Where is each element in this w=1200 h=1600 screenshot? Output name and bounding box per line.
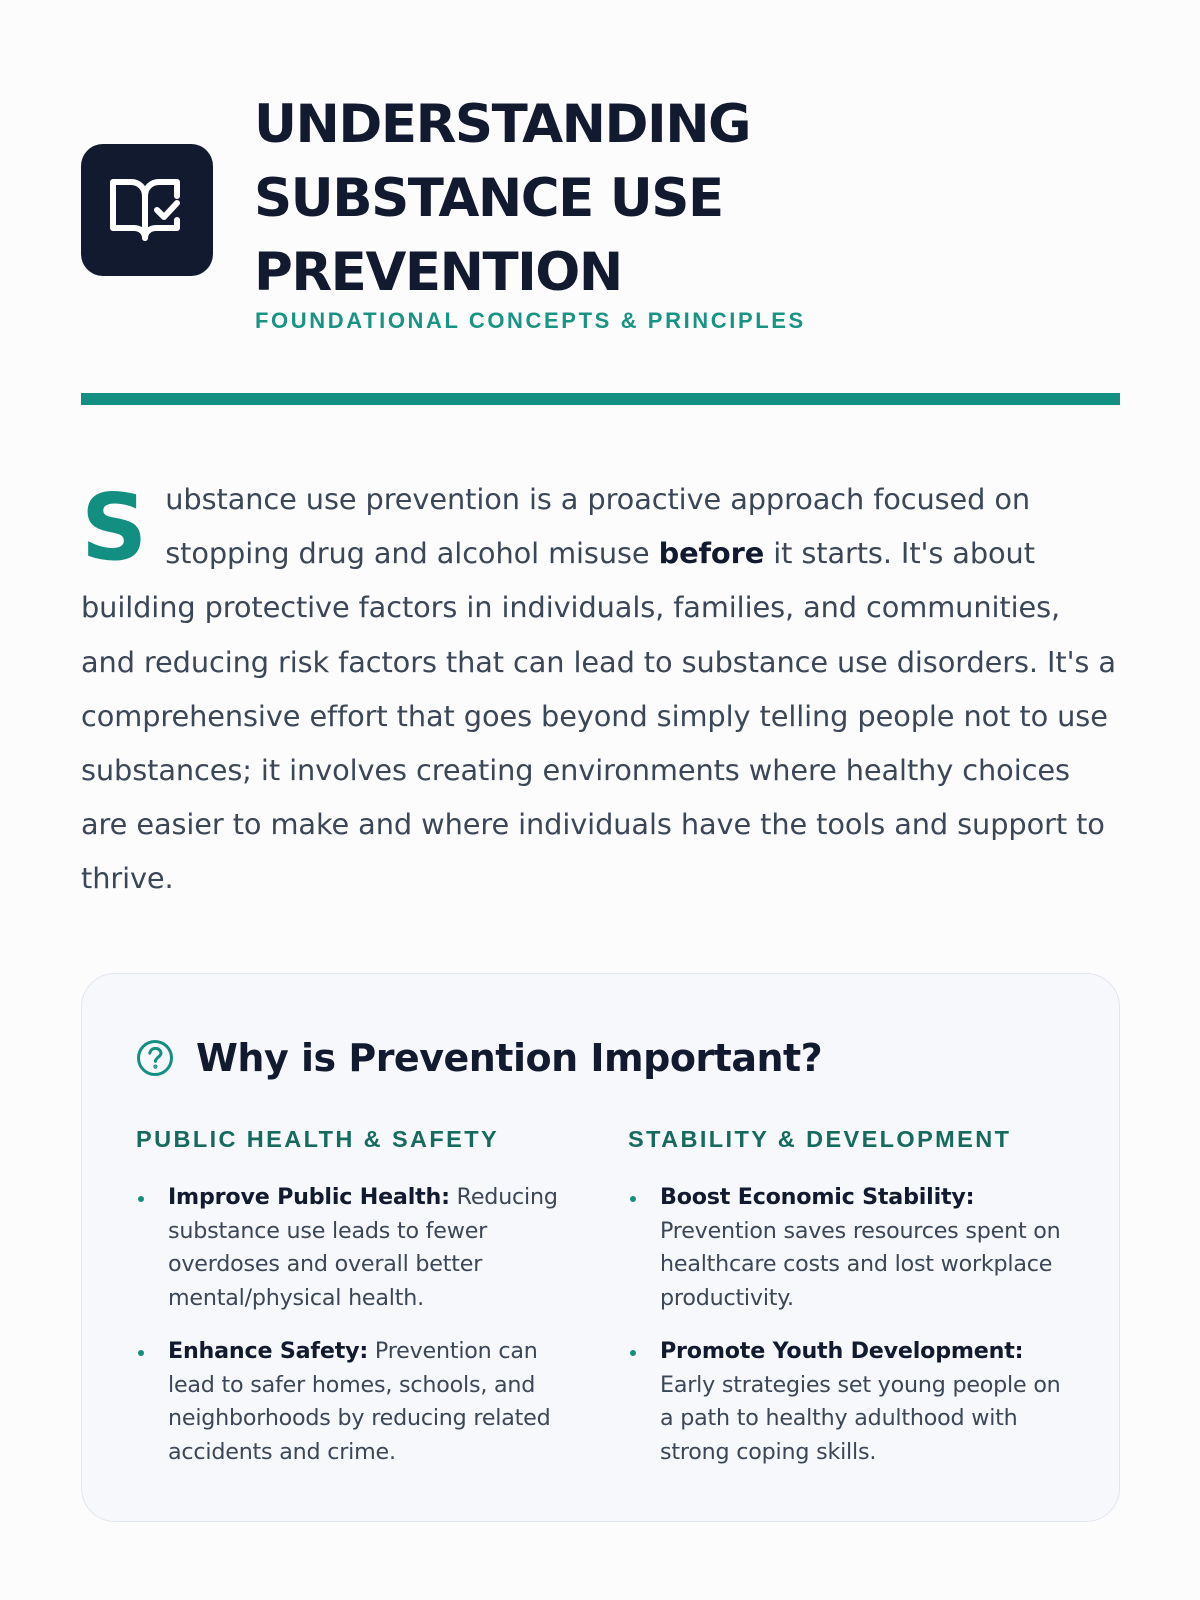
list-item: [628, 1181, 1068, 1315]
list-item: [136, 1335, 576, 1469]
importance-header: [136, 1030, 822, 1086]
list-item: [136, 1181, 576, 1315]
page-subtitle: FOUNDATIONAL CONCEPTS & PRINCIPLES: [255, 308, 806, 333]
intro-text-start: ubstance use prevention is a proactive approach focused on stopping drug and alcohol misuse: [165, 482, 1031, 571]
column-heading: STABILITY & DEVELOPMENT: [628, 1126, 1012, 1152]
importance-title: Why is Prevention Important?: [196, 1036, 823, 1080]
item-label: Improve Public Health:: [168, 1184, 450, 1210]
bullet-dot-icon: [138, 1196, 144, 1202]
item-text: Prevention saves resources spent on healthcare costs and lost workplace productivity.: [660, 1217, 1061, 1311]
header-divider: [81, 393, 1120, 405]
column-stability: [628, 1126, 1068, 1489]
bullet-dot-icon: [630, 1196, 636, 1202]
intro-paragraph: [81, 472, 1121, 906]
importance-card: [81, 973, 1120, 1522]
page-header: [81, 88, 1120, 348]
page-title: UNDERSTANDING SUBSTANCE USE PREVENTION: [254, 94, 751, 303]
column-heading: PUBLIC HEALTH & SAFETY: [136, 1126, 500, 1152]
bullet-dot-icon: [630, 1350, 636, 1356]
drop-cap: S: [81, 474, 146, 581]
intro-text-end: it starts. It's about building protective factors in individuals, families, and communities, and reducing risk factors that can lead to substance use disorders. It's a comprehensive effort that goes beyond simply telling people not to use substances; it involves creating environments where healthy choices are easier to make and where individuals have the tools and support to thrive.: [81, 536, 1116, 896]
bullet-list: [136, 1181, 576, 1469]
item-label: Boost Economic Stability:: [660, 1184, 975, 1210]
item-label: Promote Youth Development:: [660, 1338, 1024, 1364]
question-circle-icon: [136, 1039, 174, 1077]
bullet-dot-icon: [138, 1350, 144, 1356]
item-text: Prevention can lead to safer homes, schools, and neighborhoods by reducing related accidents and crime.: [168, 1338, 551, 1465]
column-public-health: [136, 1126, 576, 1489]
item-label: Enhance Safety:: [168, 1338, 369, 1364]
list-item: [628, 1335, 1068, 1469]
page: [81, 0, 1120, 1600]
bullet-list: [628, 1181, 1068, 1469]
intro-emphasis: before: [658, 536, 765, 571]
item-text: Reducing substance use leads to fewer overdoses and overall better mental/physical health.: [168, 1184, 558, 1311]
item-text: Early strategies set young people on a path to healthy adulthood with strong coping skills.: [660, 1371, 1061, 1465]
book-check-icon: [81, 144, 213, 276]
